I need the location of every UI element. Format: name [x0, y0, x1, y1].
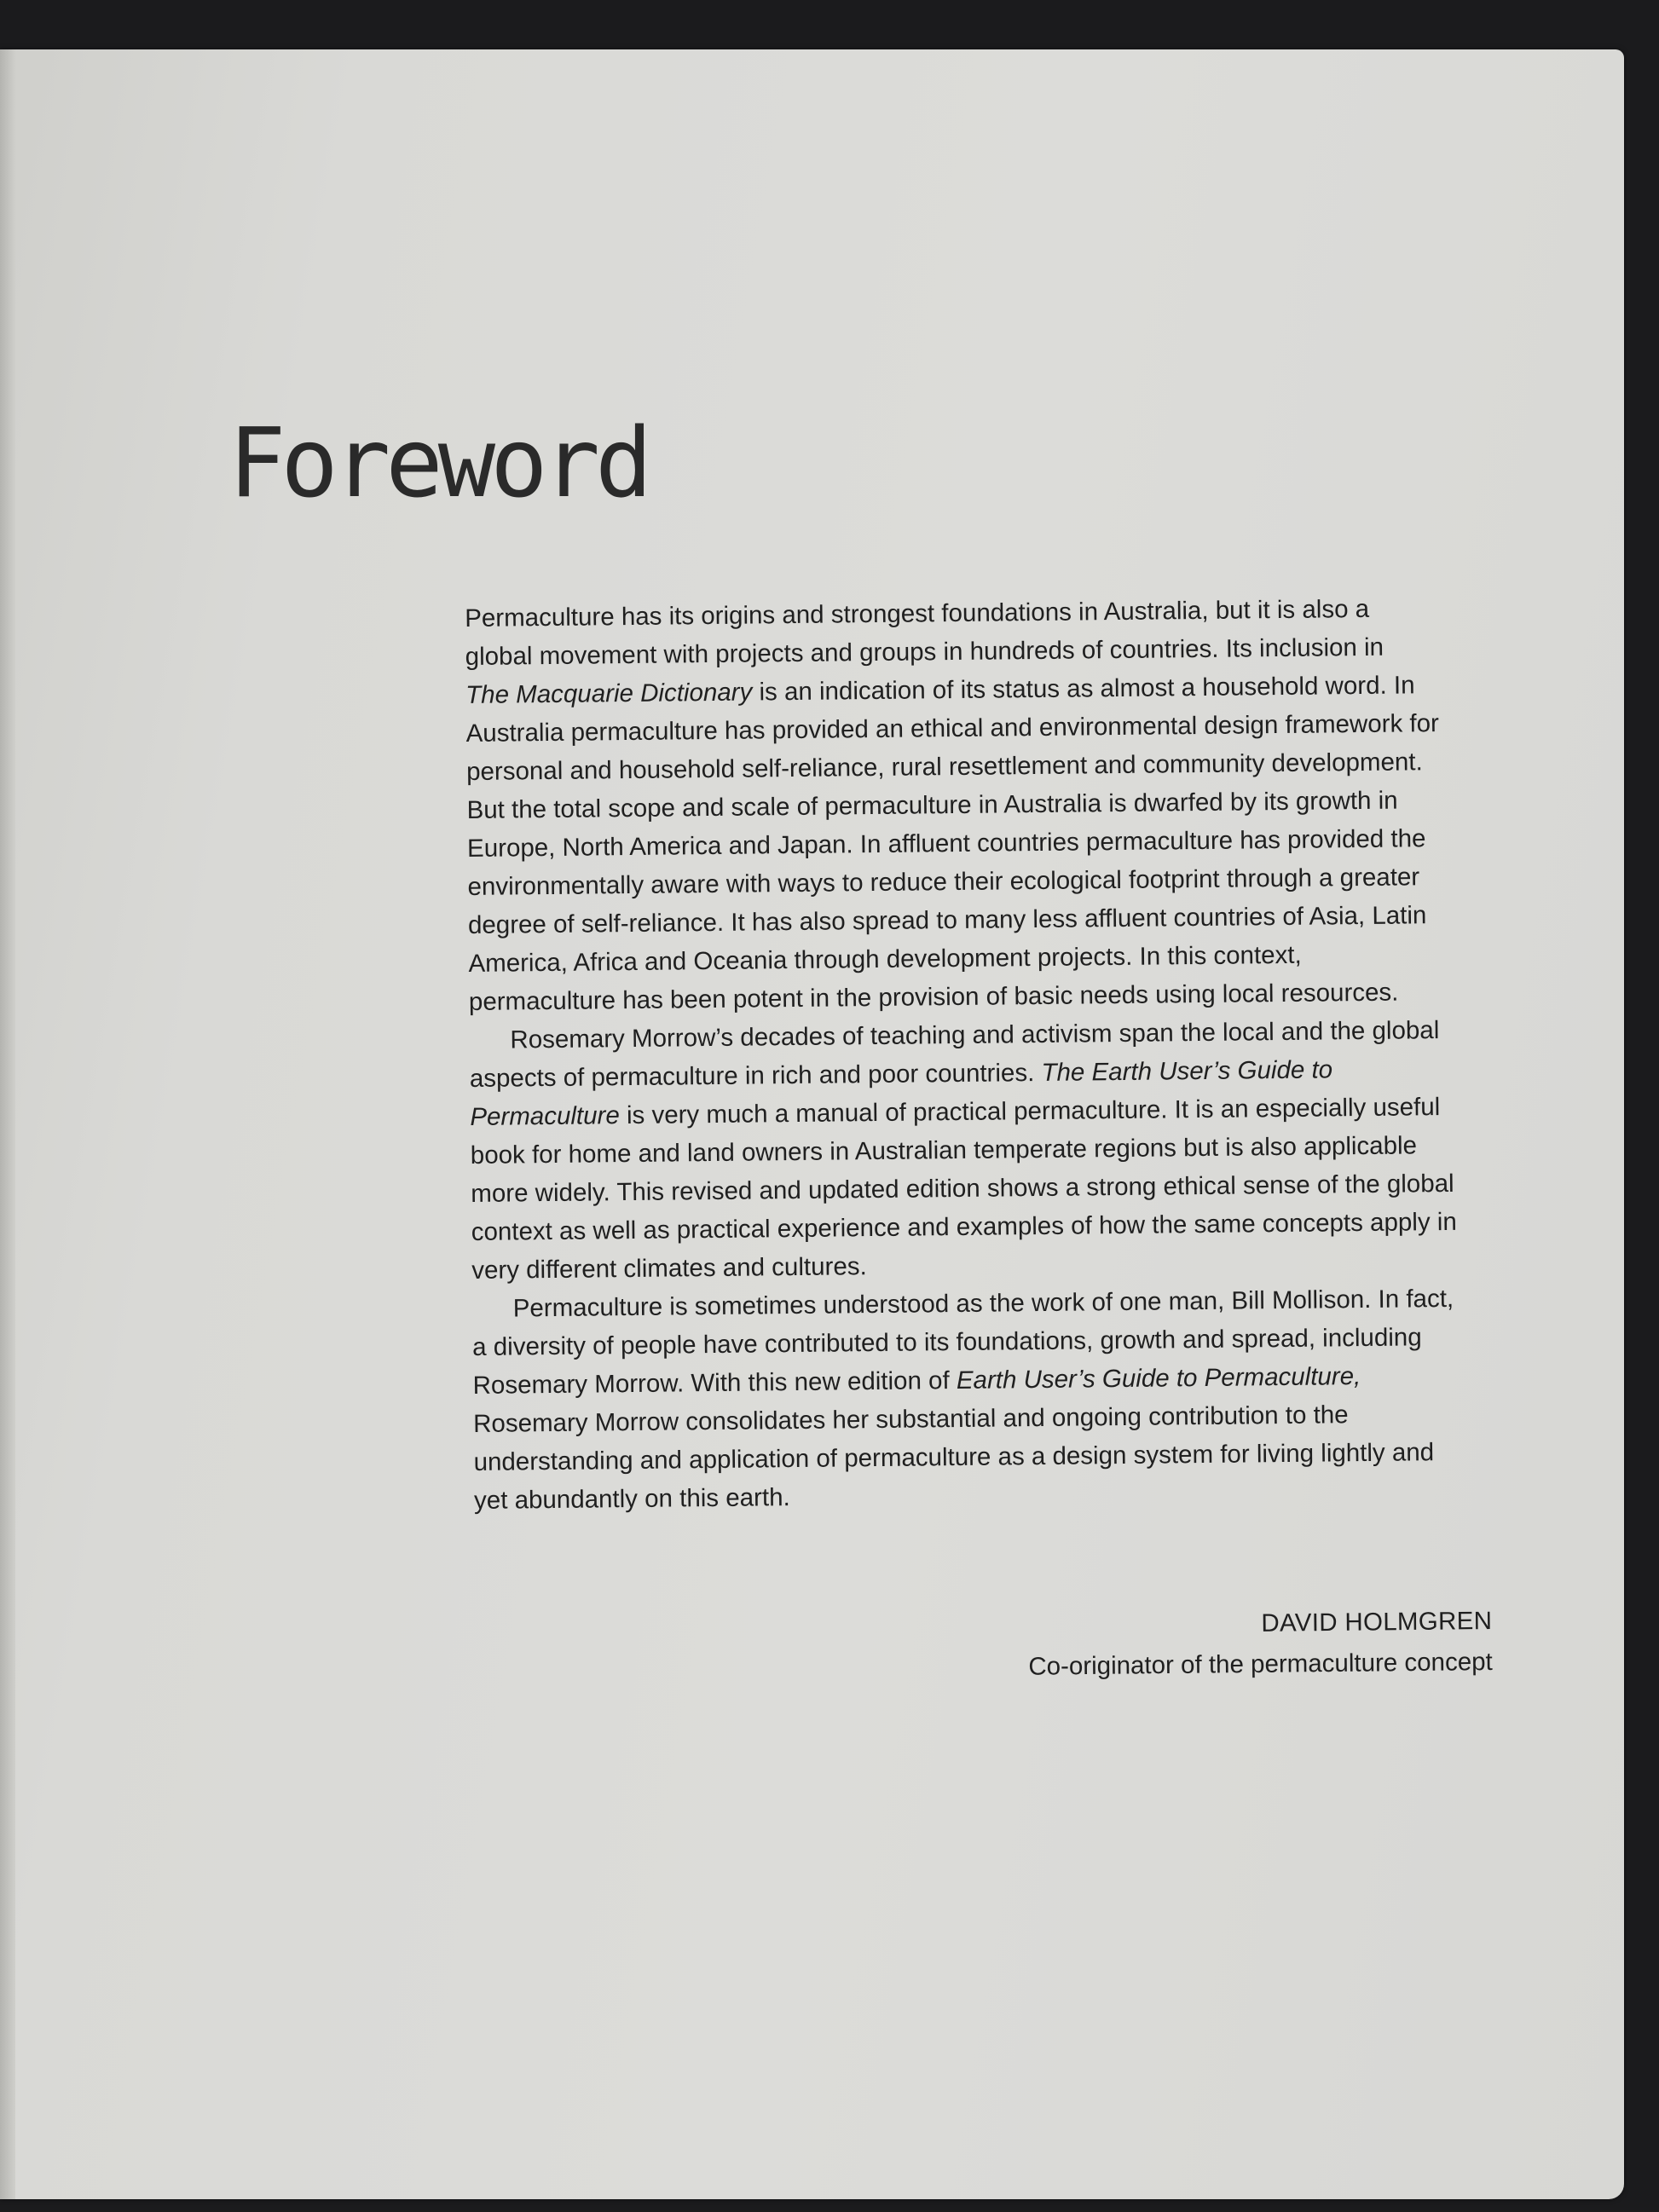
paragraph-3	[471, 1279, 1493, 1519]
author-name: DAVID HOLMGREN	[1261, 1606, 1493, 1637]
text-line: But the total scope and scale of permaculture in Australia is dwarfed by its growth in	[466, 786, 1398, 824]
author-role: Co-originator of the permaculture concept	[1028, 1647, 1493, 1681]
text-line: Rosemary Morrow. With this new edition of Earth User’s Guide to Permaculture,	[472, 1362, 1361, 1400]
text-line: Permaculture has its origins and strongest foundations in Australia, but it is also a	[465, 594, 1370, 632]
text-line: degree of self-reliance. It has also spread to many less affluent countries of Asia, Latin	[467, 901, 1427, 939]
book-title-italic: Permaculture	[470, 1101, 620, 1131]
text-line: a diversity of people have contributed to its foundations, growth and spread, including	[472, 1323, 1422, 1361]
text-line: Rosemary Morrow’s decades of teaching and activism span the local and the global	[510, 1016, 1440, 1054]
text-line: more widely. This revised and updated edition shows a strong ethical sense of the global	[471, 1169, 1454, 1208]
text-line: yet abundantly on this earth.	[473, 1483, 790, 1515]
paragraph-2	[469, 1010, 1490, 1289]
text-line: Permaculture is sometimes understood as the work of one man, Bill Mollison. In fact,	[512, 1284, 1454, 1323]
text-line: America, Africa and Oceania through development projects. In this context,	[468, 940, 1302, 978]
signature-block	[938, 1601, 1493, 1689]
text-line: context as well as practical experience and examples of how the same concepts apply in	[471, 1207, 1457, 1246]
text-line: Permaculture is very much a manual of practical permaculture. It is an especially useful	[470, 1093, 1441, 1131]
text-line: aspects of permaculture in rich and poor countries. The Earth User’s Guide to	[469, 1055, 1333, 1093]
text-line: Australia permaculture has provided an ethical and environmental design framework for	[465, 709, 1440, 748]
text-line: very different climates and cultures.	[471, 1252, 867, 1285]
binding-edge	[0, 49, 15, 2199]
book-title-italic: Earth User’s Guide to Permaculture,	[956, 1362, 1361, 1395]
text-line: environmentally aware with ways to reduce their ecological footprint through a greater	[467, 863, 1420, 901]
text-line: book for home and land owners in Australian temperate regions but is also applicable	[470, 1131, 1418, 1170]
page-title: Foreword	[228, 408, 648, 519]
paragraph-1	[465, 588, 1488, 1020]
book-page	[0, 49, 1624, 2199]
book-title-italic: The Earth User’s Guide to	[1041, 1055, 1333, 1087]
text-line: The Macquarie Dictionary is an indication of its status as almost a household word. In	[465, 671, 1415, 709]
text-line: understanding and application of permaculture as a design system for living lightly and	[473, 1438, 1435, 1476]
text-line: Europe, North America and Japan. In affluent countries permaculture has provided the	[466, 824, 1426, 863]
text-line: personal and household self-reliance, rural resettlement and community development.	[465, 748, 1423, 786]
foreword-body	[465, 588, 1493, 1519]
text-line: global movement with projects and groups in hundreds of countries. Its inclusion in	[465, 632, 1384, 671]
book-title-italic: The Macquarie Dictionary	[465, 678, 753, 709]
text-line: Rosemary Morrow consolidates her substantial and ongoing contribution to the	[472, 1401, 1349, 1438]
text-line: permaculture has been potent in the provision of basic needs using local resources.	[468, 978, 1399, 1016]
